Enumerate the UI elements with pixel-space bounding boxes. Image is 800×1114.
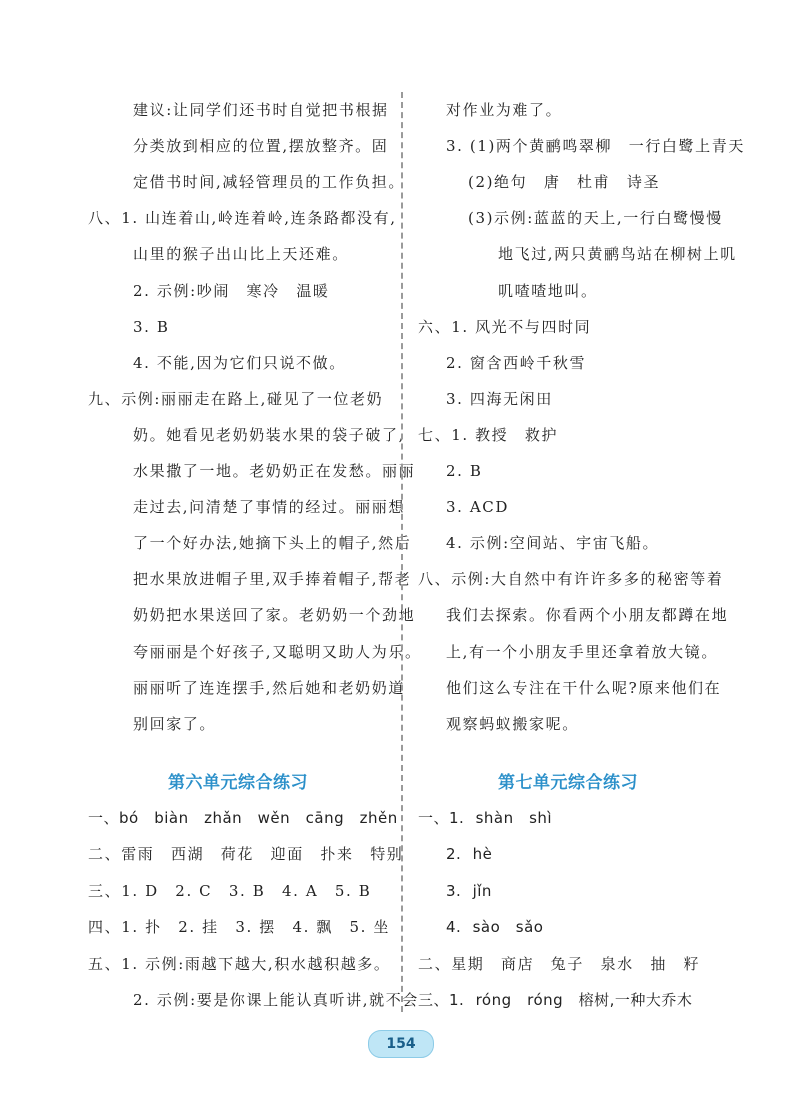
column-divider xyxy=(401,92,403,1012)
right-line: 七、1. 教授 救护 xyxy=(418,425,559,444)
left-line: 奶。她看见老奶奶装水果的袋子破了, xyxy=(133,425,405,444)
right-line: (3)示例:蓝蓝的天上,一行白鹭慢慢 xyxy=(468,209,723,228)
right-line: 我们去探索。你看两个小朋友都蹲在地 xyxy=(446,606,729,625)
left-answer-line: 四、1. 扑 2. 挂 3. 摆 4. 飘 5. 坐 xyxy=(88,918,390,937)
page-number: 154 xyxy=(368,1030,434,1058)
right-answer-line: 三、1. róng róng 榕树,一种大乔木 xyxy=(418,991,693,1009)
right-answer-line: 二、星期 商店 兔子 泉水 抽 籽 xyxy=(418,954,701,973)
left-line: 奶奶把水果送回了家。老奶奶一个劲地 xyxy=(133,606,416,625)
right-line: 叽喳喳地叫。 xyxy=(498,281,598,300)
left-line: 分类放到相应的位置,摆放整齐。固 xyxy=(133,137,389,156)
left-line: 山里的猴子出山比上天还难。 xyxy=(133,245,349,264)
left-line: 别回家了。 xyxy=(133,714,217,733)
left-line: 定借书时间,减轻管理员的工作负担。 xyxy=(133,173,405,192)
left-line: 4. 不能,因为它们只说不做。 xyxy=(133,353,346,372)
left-answer-line: 五、1. 示例:雨越下越大,积水越积越多。 xyxy=(88,954,391,973)
left-line: 九、示例:丽丽走在路上,碰见了一位老奶 xyxy=(88,389,384,408)
left-section-heading: 第六单元综合练习 xyxy=(168,773,308,793)
right-line: 3. ACD xyxy=(446,498,510,517)
right-line: 4. 示例:空间站、宇宙飞船。 xyxy=(446,534,660,553)
right-line: (2)绝句 唐 杜甫 诗圣 xyxy=(468,173,661,192)
left-line: 八、1. 山连着山,岭连着岭,连条路都没有, xyxy=(88,209,397,228)
right-answer-line: 4. sào sǎo xyxy=(446,918,544,937)
left-line: 把水果放进帽子里,双手捧着帽子,帮老 xyxy=(133,570,412,589)
right-line: 观察蚂蚁搬家呢。 xyxy=(446,714,579,733)
left-line: 水果撒了一地。老奶奶正在发愁。丽丽 xyxy=(133,462,416,480)
right-answer-line: 3. jǐn xyxy=(446,881,492,900)
left-line: 夸丽丽是个好孩子,又聪明又助人为乐。 xyxy=(133,642,422,661)
right-line: 3. (1)两个黄鹂鸣翠柳 一行白鹭上青天 xyxy=(446,137,745,156)
right-line: 3. 四海无闲田 xyxy=(446,389,553,408)
left-line: 2. 示例:吵闹 寒冷 温暖 xyxy=(133,281,330,300)
right-line: 对作业为难了。 xyxy=(446,101,563,119)
right-line: 他们这么专注在干什么呢?原来他们在 xyxy=(446,678,722,697)
right-line: 八、示例:大自然中有许许多多的秘密等着 xyxy=(418,570,724,589)
left-line: 3. B xyxy=(133,317,170,336)
left-answer-line: 三、1. D 2. C 3. B 4. A 5. B xyxy=(88,881,372,900)
right-line: 地飞过,两只黄鹂鸟站在柳树上叽 xyxy=(498,245,737,264)
right-answer-line: 2. hè xyxy=(446,845,493,864)
right-line: 上,有一个小朋友手里还拿着放大镜。 xyxy=(446,642,718,661)
left-line: 了一个好办法,她摘下头上的帽子,然后 xyxy=(133,534,412,553)
left-answer-line: 一、bó biàn zhǎn wěn cāng zhěn xyxy=(88,809,398,827)
right-line: 六、1. 风光不与四时同 xyxy=(418,317,592,336)
right-section-heading: 第七单元综合练习 xyxy=(498,773,638,793)
left-line: 丽丽听了连连摆手,然后她和老奶奶道 xyxy=(133,678,405,697)
right-line: 2. 窗含西岭千秋雪 xyxy=(446,353,587,372)
left-answer-line: 2. 示例:要是你课上能认真听讲,就不会 xyxy=(133,991,419,1009)
left-line: 建议:让同学们还书时自觉把书根据 xyxy=(133,101,389,119)
right-line: 2. B xyxy=(446,462,483,480)
left-answer-line: 二、雷雨 西湖 荷花 迎面 扑来 特别 xyxy=(88,845,404,864)
right-answer-line: 一、1. shàn shì xyxy=(418,809,553,827)
left-line: 走过去,问清楚了事情的经过。丽丽想 xyxy=(133,498,405,517)
